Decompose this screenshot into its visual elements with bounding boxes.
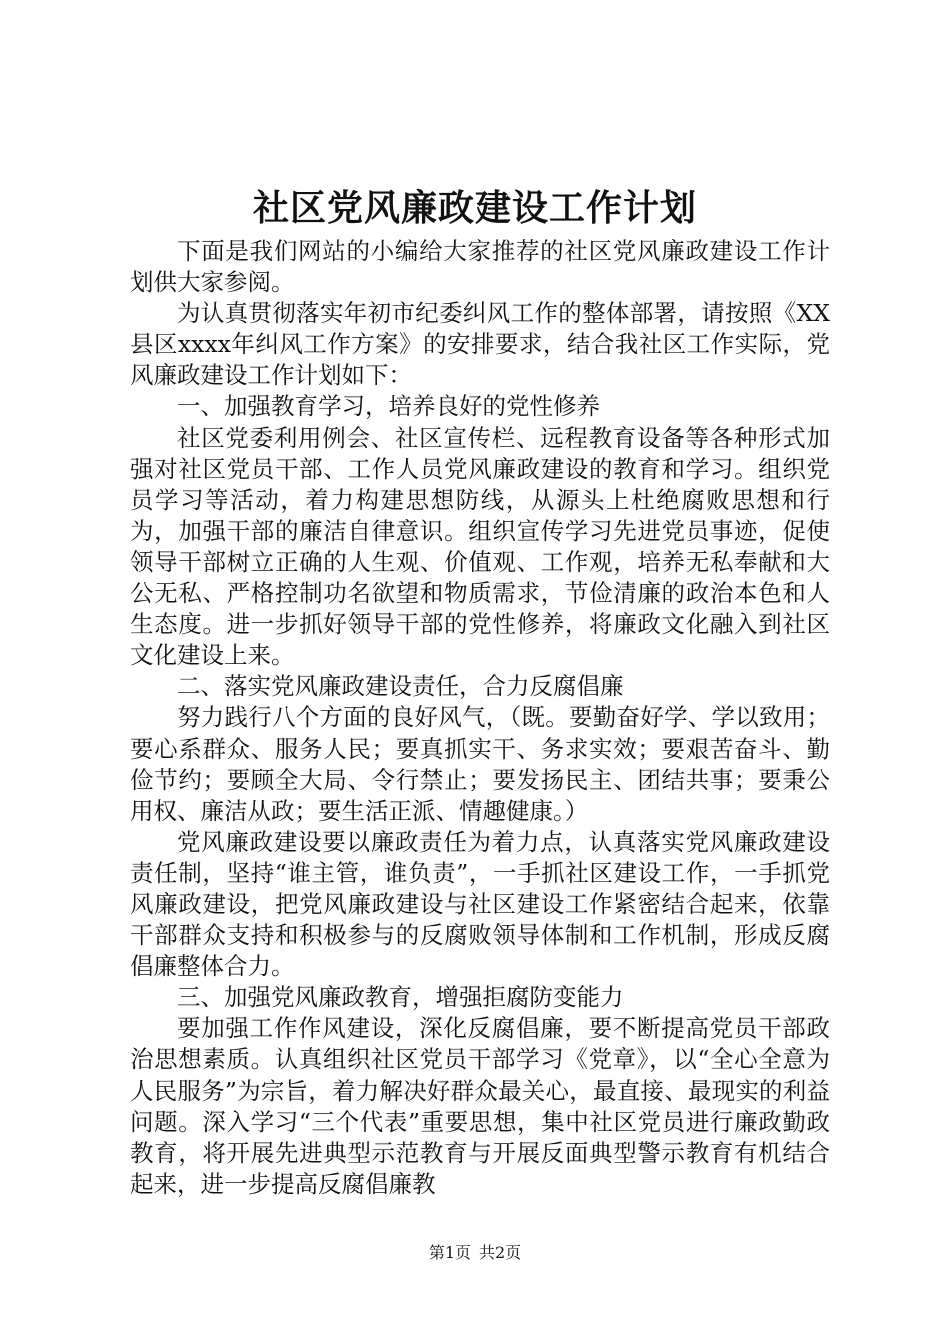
- document-body: [130, 236, 830, 1200]
- paragraph-purpose: 为认真贯彻落实年初市纪委纠风工作的整体部署，请按照《XX县区xxxx年纠风工作方案》的安排要求，结合我社区工作实际，党风廉政建设工作计划如下：: [130, 299, 830, 390]
- section-heading-2: 二、落实党风廉政建设责任，合力反腐倡廉: [177, 672, 624, 701]
- paragraph-section-2b: 党风廉政建设要以廉政责任为着力点，认真落实党风廉政建设责任制，坚持“谁主管，谁负责”，一手抓社区建设工作，一手抓党风廉政建设，把党风廉政建设与社区建设工作紧密结合起来，依靠干部群众支持和积极参与的反腐败领导体制和工作机制，形成反腐倡廉整体合力。: [130, 827, 830, 981]
- paragraph-section-1: 社区党委利用例会、社区宣传栏、远程教育设备等各种形式加强对社区党员干部、工作人员党风廉政建设的教育和学习。组织党员学习等活动，着力构建思想防线，从源头上杜绝腐败思想和行为，加强干部的廉洁自律意识。组织宣传学习先进党员事迹，促使领导干部树立正确的人生观、价值观、工作观，培养无私奉献和大公无私、严格控制功名欲望和物质需求，节俭清廉的政治本色和人生态度。进一步抓好领导干部的党性修养，将廉政文化融入到社区文化建设上来。: [130, 423, 830, 670]
- paragraph-section-2a: 努力践行八个方面的良好风气，（既。要勤奋好学、学以致用；要心系群众、服务人民；要真抓实干、务求实效；要艰苦奋斗、勤俭节约；要顾全大局、令行禁止；要发扬民主、团结共事；要秉公用权、廉洁从政；要生活正派、情趣健康。）: [130, 703, 830, 825]
- page-number: 第1页: [428, 1243, 471, 1262]
- section-heading-3: 三、加强党风廉政教育，增强拒腐防变能力: [177, 983, 624, 1012]
- page-footer: [0, 1242, 950, 1264]
- page-total: 共2页: [479, 1243, 522, 1262]
- document-title: 社区党风廉政建设工作计划: [252, 187, 697, 229]
- paragraph-intro: 下面是我们网站的小编给大家推荐的社区党风廉政建设工作计划供大家参阅。: [130, 237, 830, 297]
- section-heading-1: 一、加强教育学习，培养良好的党性修养: [177, 392, 600, 421]
- paragraph-section-3: 要加强工作作风建设，深化反腐倡廉，要不断提高党员干部政治思想素质。认真组织社区党员干部学习《党章》，以“全心全意为人民服务”为宗旨，着力解决好群众最关心，最直接、最现实的利益问题。深入学习“三个代表”重要思想，集中社区党员进行廉政勤政教育，将开展先进典型示范教育与开展反面典型警示教育有机结合起来，进一步提高反腐倡廉教: [130, 1014, 830, 1198]
